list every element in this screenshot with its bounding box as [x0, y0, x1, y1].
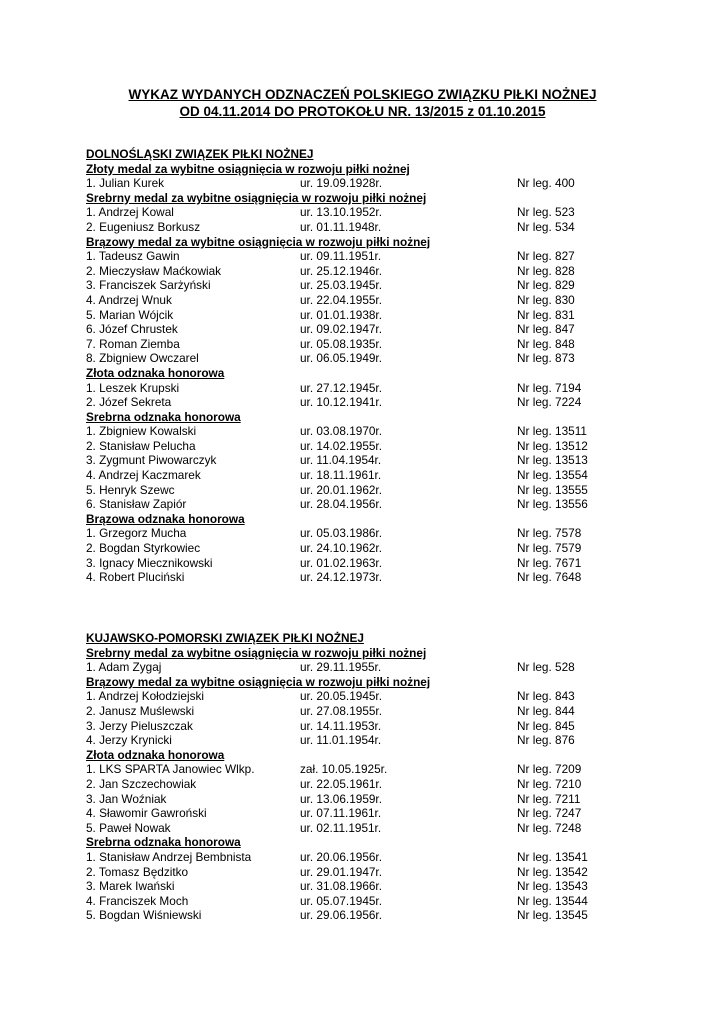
recipient-name: 1. Stanisław Andrzej Bembnista: [86, 849, 252, 864]
recipient-date: ur. 29.06.1956r.: [300, 908, 382, 923]
recipient-name: 2. Mieczysław Maćkowiak: [86, 263, 222, 278]
recipient-name: 1. Andrzej Kowal: [86, 205, 174, 220]
award-entry-row: [86, 570, 646, 585]
recipient-date: ur. 14.11.1953r.: [300, 718, 382, 733]
recipient-name: 1. Grzegorz Mucha: [86, 526, 187, 541]
recipient-name: 3. Marek Iwański: [86, 879, 175, 894]
award-entry-row: [86, 249, 646, 264]
recipient-name: 2. Tomasz Będzitko: [86, 864, 189, 879]
award-entry-row: [86, 322, 646, 337]
registration-number: Nr leg. 7648: [517, 570, 582, 585]
recipient-date: ur. 02.11.1951r.: [300, 820, 382, 835]
recipient-date: ur. 03.08.1970r.: [300, 424, 382, 439]
award-category: Brązowa odznaka honorowa: [86, 511, 245, 526]
award-category: Srebrny medal za wybitne osiągnięcia w rozwoju piłki nożnej: [86, 190, 427, 205]
registration-number: Nr leg. 13541: [517, 849, 588, 864]
recipient-name: 1. Andrzej Kołodziejski: [86, 689, 205, 704]
registration-number: Nr leg. 528: [517, 660, 575, 675]
recipient-name: 1. Adam Zygaj: [86, 660, 162, 675]
registration-number: Nr leg. 7671: [517, 555, 582, 570]
award-entry-row: [86, 439, 646, 454]
recipient-date: ur. 22.05.1961r.: [300, 776, 382, 791]
recipient-date: ur. 13.10.1952r.: [300, 205, 382, 220]
award-entry-row: [86, 733, 646, 748]
recipient-date: ur. 25.03.1945r.: [300, 278, 382, 293]
recipient-date: ur. 07.11.1961r.: [300, 806, 382, 821]
recipient-date: ur. 19.09.1928r.: [300, 176, 382, 191]
award-category: Złota odznaka honorowa: [86, 747, 225, 762]
recipient-name: 3. Franciszek Sarżyński: [86, 278, 211, 293]
recipient-name: 5. Paweł Nowak: [86, 820, 171, 835]
recipient-name: 8. Zbigniew Owczarel: [86, 351, 199, 366]
registration-number: Nr leg. 847: [517, 322, 575, 337]
award-category: Brązowy medal za wybitne osiągnięcia w rozwoju piłki nożnej: [86, 674, 431, 689]
award-entry-row: [86, 689, 646, 704]
recipient-name: 2. Eugeniusz Borkusz: [86, 219, 201, 234]
recipient-date: ur. 20.06.1956r.: [300, 849, 382, 864]
recipient-date: ur. 01.11.1948r.: [300, 219, 382, 234]
recipient-name: 3. Zygmunt Piwowarczyk: [86, 453, 217, 468]
recipient-name: 6. Józef Chrustek: [86, 322, 178, 337]
recipient-name: 2. Janusz Muślewski: [86, 703, 195, 718]
recipient-name: 5. Marian Wójcik: [86, 307, 174, 322]
award-entry-row: [86, 660, 646, 675]
registration-number: Nr leg. 13542: [517, 864, 588, 879]
recipient-date: ur. 24.10.1962r.: [300, 541, 382, 556]
recipient-date: ur. 14.02.1955r.: [300, 438, 382, 453]
award-entry-row: [86, 719, 646, 734]
award-entry-row: [86, 908, 646, 923]
registration-number: Nr leg. 13556: [517, 497, 588, 512]
registration-number: Nr leg. 848: [517, 336, 575, 351]
association-name: DOLNOŚLĄSKI ZWIĄZEK PIŁKI NOŻNEJ: [86, 147, 314, 161]
registration-number: Nr leg. 7209: [517, 762, 582, 777]
award-entry-row: [86, 541, 646, 556]
recipient-name: 4. Robert Pluciński: [86, 570, 185, 585]
recipient-name: 1. Julian Kurek: [86, 176, 165, 191]
registration-number: Nr leg. 873: [517, 351, 575, 366]
recipient-date: ur. 22.04.1955r.: [300, 292, 382, 307]
document-title-line-1: WYKAZ WYDANYCH ODZNACZEŃ POLSKIEGO ZWIĄZKU PIŁKI NOŻNEJ: [128, 87, 597, 102]
award-entry-row: [86, 762, 646, 777]
recipient-date: ur. 24.12.1973r.: [300, 570, 382, 585]
award-entry-row: [86, 176, 646, 191]
registration-number: Nr leg. 876: [517, 733, 575, 748]
recipient-name: 3. Jerzy Pieluszczak: [86, 718, 193, 733]
recipient-name: 3. Jan Woźniak: [86, 791, 167, 806]
award-category: Srebrny medal za wybitne osiągnięcia w rozwoju piłki nożnej: [86, 645, 427, 660]
award-entry-row: [86, 308, 646, 323]
registration-number: Nr leg. 13544: [517, 893, 588, 908]
registration-number: Nr leg. 828: [517, 263, 575, 278]
award-entry-row: [86, 821, 646, 836]
recipient-date: ur. 25.12.1946r.: [300, 263, 382, 278]
recipient-date: ur. 05.07.1945r.: [300, 893, 382, 908]
registration-number: Nr leg. 845: [517, 718, 575, 733]
award-entry-row: [86, 293, 646, 308]
recipient-name: 4. Franciszek Moch: [86, 893, 189, 908]
award-entry-row: [86, 264, 646, 279]
award-entry-row: [86, 894, 646, 909]
award-entry-row: [86, 704, 646, 719]
recipient-name: 1. Zbigniew Kowalski: [86, 424, 197, 439]
award-entry-row: [86, 483, 646, 498]
award-entry-row: [86, 497, 646, 512]
award-entry-row: [86, 351, 646, 366]
recipient-date: ur. 09.02.1947r.: [300, 322, 382, 337]
registration-number: Nr leg. 7578: [517, 526, 582, 541]
recipient-name: 1. Tadeusz Gawin: [86, 249, 180, 264]
registration-number: Nr leg. 523: [517, 205, 575, 220]
recipient-date: ur. 20.01.1962r.: [300, 482, 382, 497]
award-entry-row: [86, 806, 646, 821]
award-entry-row: [86, 792, 646, 807]
recipient-date: ur. 29.01.1947r.: [300, 864, 382, 879]
registration-number: Nr leg. 829: [517, 278, 575, 293]
recipient-name: 2. Bogdan Styrkowiec: [86, 541, 201, 556]
registration-number: Nr leg. 7247: [517, 806, 582, 821]
registration-number: Nr leg. 7211: [517, 791, 581, 806]
registration-number: Nr leg. 13543: [517, 879, 588, 894]
award-entry-row: [86, 395, 646, 410]
award-entry-row: [86, 337, 646, 352]
registration-number: Nr leg. 7248: [517, 820, 582, 835]
award-entry-row: [86, 865, 646, 880]
recipient-name: 4. Andrzej Kaczmarek: [86, 468, 201, 483]
association-section: [86, 631, 646, 923]
registration-number: Nr leg. 13513: [517, 453, 588, 468]
recipient-date: ur. 05.03.1986r.: [300, 526, 382, 541]
award-category: Złota odznaka honorowa: [86, 365, 225, 380]
recipient-date: ur. 01.01.1938r.: [300, 307, 382, 322]
recipient-name: 2. Józef Sekreta: [86, 395, 172, 410]
registration-number: Nr leg. 830: [517, 292, 575, 307]
recipient-date: ur. 01.02.1963r.: [300, 555, 382, 570]
award-entry-row: [86, 424, 646, 439]
recipient-name: 2. Jan Szczechowiak: [86, 776, 197, 791]
award-entry-row: [86, 220, 646, 235]
registration-number: Nr leg. 7224: [517, 395, 582, 410]
award-entry-row: [86, 468, 646, 483]
award-entry-row: [86, 453, 646, 468]
recipient-name: 5. Bogdan Wiśniewski: [86, 908, 202, 923]
recipient-date: zał. 10.05.1925r.: [300, 762, 388, 777]
recipient-date: ur. 13.06.1959r.: [300, 791, 382, 806]
award-category: Srebrna odznaka honorowa: [86, 409, 241, 424]
recipient-date: ur. 28.04.1956r.: [300, 497, 382, 512]
recipient-date: ur. 10.12.1941r.: [300, 395, 382, 410]
recipient-name: 6. Stanisław Zapiór: [86, 497, 187, 512]
award-category: Srebrna odznaka honorowa: [86, 835, 241, 850]
recipient-date: ur. 27.08.1955r.: [300, 703, 382, 718]
association-section: [86, 147, 646, 585]
recipient-name: 1. Leszek Krupski: [86, 380, 180, 395]
recipient-name: 2. Stanisław Pelucha: [86, 438, 196, 453]
award-entry-row: [86, 205, 646, 220]
recipient-name: 4. Jerzy Krynicki: [86, 733, 172, 748]
registration-number: Nr leg. 13512: [517, 438, 588, 453]
award-entry-row: [86, 381, 646, 396]
registration-number: Nr leg. 844: [517, 703, 575, 718]
recipient-date: ur. 20.05.1945r.: [300, 689, 382, 704]
award-entry-row: [86, 879, 646, 894]
award-category: Brązowy medal za wybitne osiągnięcia w rozwoju piłki nożnej: [86, 234, 431, 249]
registration-number: Nr leg. 7579: [517, 541, 582, 556]
recipient-name: 4. Andrzej Wnuk: [86, 292, 172, 307]
registration-number: Nr leg. 7210: [517, 776, 582, 791]
registration-number: Nr leg. 534: [517, 219, 575, 234]
award-entry-row: [86, 777, 646, 792]
registration-number: Nr leg. 400: [517, 176, 575, 191]
registration-number: Nr leg. 13555: [517, 482, 588, 497]
document-title-line-2: OD 04.11.2014 DO PROTOKOŁU NR. 13/2015 z 01.10.2015: [179, 104, 546, 119]
registration-number: Nr leg. 843: [517, 689, 575, 704]
award-entry-row: [86, 850, 646, 865]
registration-number: Nr leg. 831: [517, 307, 575, 322]
recipient-date: ur. 11.01.1954r.: [300, 733, 382, 748]
recipient-date: ur. 05.08.1935r.: [300, 336, 382, 351]
recipient-name: 4. Sławomir Gawroński: [86, 806, 207, 821]
registration-number: Nr leg. 13545: [517, 908, 588, 923]
recipient-name: 3. Ignacy Miecznikowski: [86, 555, 213, 570]
recipient-date: ur. 27.12.1945r.: [300, 380, 382, 395]
award-entry-row: [86, 526, 646, 541]
recipient-date: ur. 29.11.1955r.: [300, 660, 382, 675]
award-category: Złoty medal za wybitne osiągnięcia w rozwoju piłki nożnej: [86, 161, 410, 176]
registration-number: Nr leg. 13554: [517, 468, 588, 483]
registration-number: Nr leg. 13511: [517, 424, 587, 439]
recipient-date: ur. 06.05.1949r.: [300, 351, 382, 366]
registration-number: Nr leg. 7194: [517, 380, 582, 395]
award-entry-row: [86, 278, 646, 293]
registration-number: Nr leg. 827: [517, 249, 575, 264]
recipient-date: ur. 18.11.1961r.: [300, 468, 382, 483]
recipient-date: ur. 31.08.1966r.: [300, 879, 382, 894]
recipient-name: 5. Henryk Szewc: [86, 482, 175, 497]
recipient-date: ur. 09.11.1951r.: [300, 249, 382, 264]
award-entry-row: [86, 556, 646, 571]
recipient-name: 7. Roman Ziemba: [86, 336, 180, 351]
recipient-name: 1. LKS SPARTA Janowiec Wlkp.: [86, 762, 255, 777]
association-name: KUJAWSKO-POMORSKI ZWIĄZEK PIŁKI NOŻNEJ: [86, 631, 364, 645]
recipient-date: ur. 11.04.1954r.: [300, 453, 382, 468]
